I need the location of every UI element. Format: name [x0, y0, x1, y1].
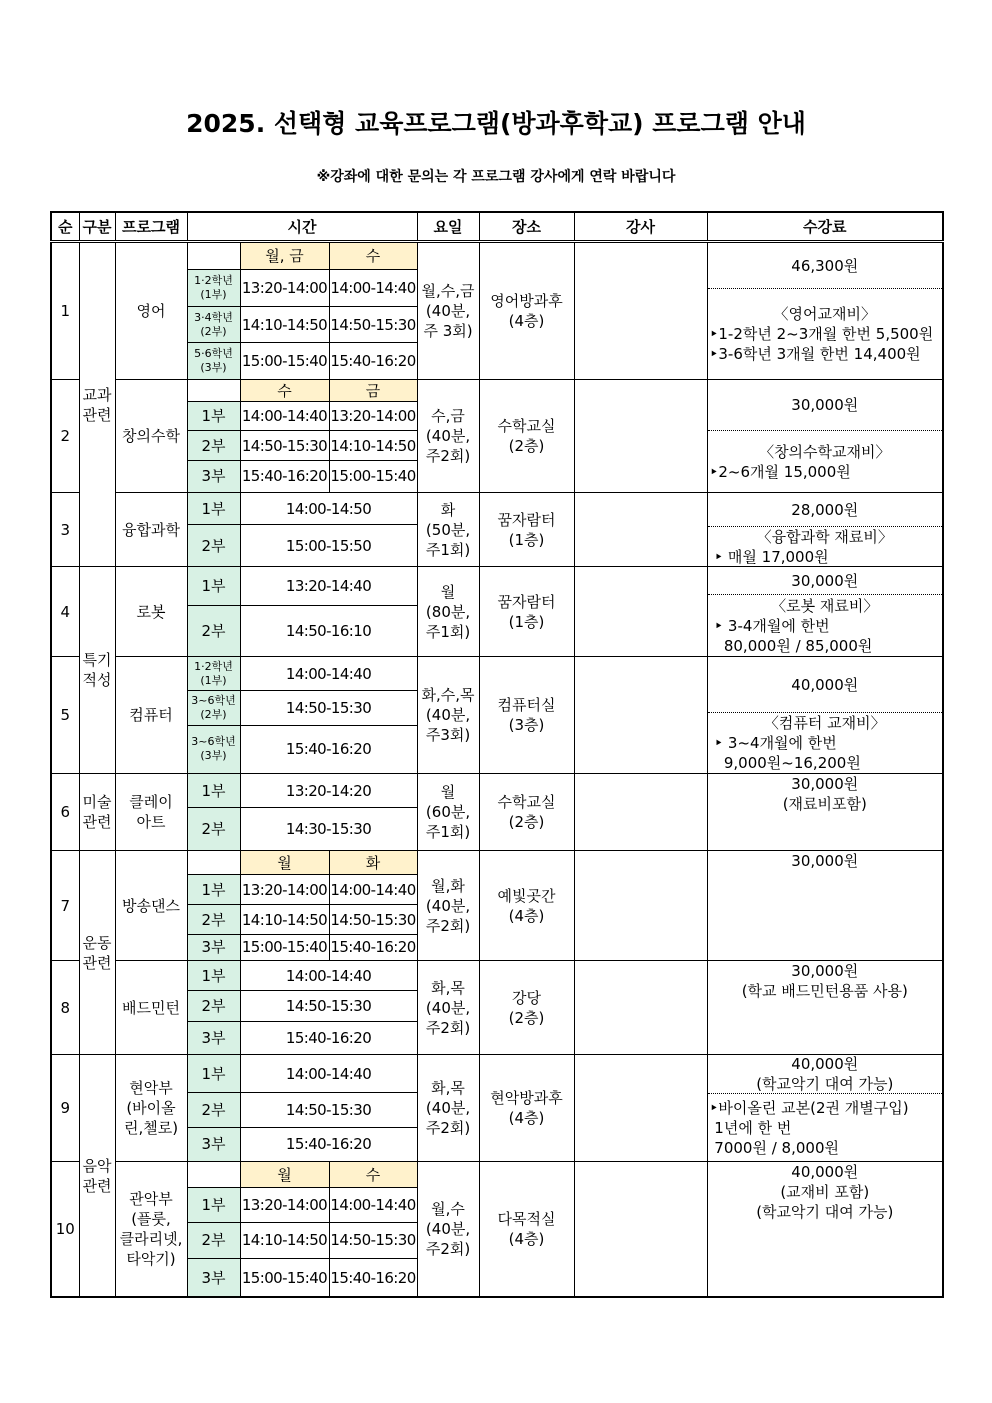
- day-header: 금: [329, 380, 417, 402]
- program-table: [50, 211, 944, 1298]
- fee-detail-title: 〈컴퓨터 교재비〉: [763, 714, 886, 732]
- session-label: 2부: [187, 431, 240, 460]
- program-fee: 30,000원 (재료비포함): [707, 774, 943, 851]
- program-place: 꿈자람터 (1층): [479, 493, 574, 567]
- session-time: 15:40-16:20: [240, 1127, 417, 1161]
- session-time: 14:50-15:30: [240, 431, 329, 460]
- session-label: 1부: [187, 961, 240, 991]
- fee-detail-line: ‣바이올린 교본(2권 개별구입): [709, 1098, 909, 1117]
- session-time: 14:10-14:50: [240, 905, 329, 934]
- day-header: 월: [240, 1162, 329, 1188]
- session-time: 14:10-14:50: [329, 431, 417, 460]
- session-label: 1부: [187, 493, 240, 525]
- fee-amount: 40,000원 (학교악기 대여 가능): [708, 1055, 943, 1094]
- program-instructor: [574, 1162, 707, 1298]
- program-instructor: [574, 851, 707, 961]
- session-label: 2부: [187, 606, 240, 657]
- session-time: 15:40-16:20: [240, 460, 329, 492]
- session-time: 13:20-14:20: [240, 774, 417, 808]
- fee-detail-title: 〈영어교재비〉: [773, 305, 876, 323]
- session-label: 1부: [187, 402, 240, 431]
- program-name: 컴퓨터: [115, 657, 187, 774]
- program-fee: [707, 1055, 943, 1162]
- program-days: 수,금 (40분, 주2회): [417, 380, 479, 493]
- session-time: 14:50-15:30: [240, 691, 417, 725]
- program-fee: 30,000원: [707, 851, 943, 961]
- session-label: 2부: [187, 1093, 240, 1127]
- session-label: 3부: [187, 1259, 240, 1297]
- fee-amount: 30,000원: [708, 567, 943, 595]
- fee-detail-line: ‣3-6학년 3개월 한번 14,400원: [709, 345, 921, 363]
- program-number: 3: [51, 493, 79, 567]
- session-label: 3~6학년 (3부): [187, 725, 240, 773]
- program-number: 7: [51, 851, 79, 961]
- fee-detail-line: ‣1-2학년 2~3개월 한번 5,500원: [709, 325, 934, 343]
- program-number: 8: [51, 961, 79, 1055]
- day-header: 수: [240, 380, 329, 402]
- session-time: 14:00-14:40: [240, 657, 417, 691]
- session-time: 13:20-14:00: [329, 402, 417, 431]
- program-instructor: [574, 774, 707, 851]
- program-number: 1: [51, 242, 79, 380]
- program-place: 다목적실 (4층): [479, 1162, 574, 1298]
- session-label: 3부: [187, 1021, 240, 1054]
- session-label: 5·6학년 (3부): [187, 343, 240, 380]
- header-fee: 수강료: [707, 212, 943, 242]
- fee-detail: [708, 713, 943, 773]
- session-time: 14:00-14:40: [240, 1055, 417, 1093]
- category-label: 운동 관련: [79, 851, 115, 1055]
- program-instructor: [574, 961, 707, 1055]
- fee-detail-line: 80,000원 / 85,000원: [709, 636, 873, 655]
- session-time: 14:00-14:40: [240, 402, 329, 431]
- table-row: [51, 242, 943, 270]
- program-name: 융합과학: [115, 493, 187, 567]
- fee-amount: 28,000원: [708, 493, 943, 527]
- fee-amount: 40,000원: [708, 657, 943, 713]
- program-fee: [707, 657, 943, 774]
- session-time: 15:40-16:20: [329, 1259, 417, 1297]
- fee-detail-line: ‣ 매월 17,000원: [709, 548, 829, 566]
- session-header-blank: [187, 1162, 240, 1188]
- program-instructor: [574, 242, 707, 380]
- table-row: [51, 851, 943, 875]
- session-time: 14:30-15:30: [240, 808, 417, 851]
- program-name: 클레이 아트: [115, 774, 187, 851]
- session-header-blank: [187, 380, 240, 402]
- session-time: 15:40-16:20: [329, 934, 417, 960]
- header-program: 프로그램: [115, 212, 187, 242]
- session-time: 15:00-15:50: [240, 525, 417, 567]
- session-label: 2부: [187, 808, 240, 851]
- session-label: 1부: [187, 567, 240, 606]
- program-place: 수학교실 (2층): [479, 774, 574, 851]
- session-time: 15:00-15:40: [240, 1259, 329, 1297]
- header-days: 요일: [417, 212, 479, 242]
- program-fee: [707, 380, 943, 493]
- program-name: 창의수학: [115, 380, 187, 493]
- fee-detail-line: ‣ 3-4개월에 한번: [709, 616, 830, 635]
- session-time: 15:00-15:40: [240, 934, 329, 960]
- table-row: [51, 774, 943, 808]
- program-name: 영어: [115, 242, 187, 380]
- page-title: 2025. 선택형 교육프로그램(방과후학교) 프로그램 안내: [186, 109, 806, 138]
- program-number: 2: [51, 380, 79, 493]
- session-time: 13:20-14:40: [240, 567, 417, 606]
- session-time: 14:00-14:40: [329, 875, 417, 905]
- category-label: 미술 관련: [79, 774, 115, 851]
- session-label: 1·2학년 (1부): [187, 270, 240, 307]
- fee-detail-line: 1년에 한 번: [709, 1118, 792, 1137]
- program-fee: 40,000원 (교재비 포함) (학교악기 대여 가능): [707, 1162, 943, 1298]
- session-time: 13:20-14:00: [240, 270, 329, 307]
- program-number: 10: [51, 1162, 79, 1298]
- session-label: 2부: [187, 991, 240, 1021]
- program-number: 4: [51, 567, 79, 657]
- session-time: 14:00-14:50: [240, 493, 417, 525]
- session-label: 3·4학년 (2부): [187, 306, 240, 343]
- program-instructor: [574, 567, 707, 657]
- program-name: 로봇: [115, 567, 187, 657]
- fee-detail-line: ‣ 3~4개월에 한번: [709, 734, 837, 752]
- program-days: 화,수,목 (40분, 주3회): [417, 657, 479, 774]
- fee-detail-title: 〈융합과학 재료비〉: [756, 528, 893, 546]
- program-instructor: [574, 1055, 707, 1162]
- program-days: 월 (80분, 주1회): [417, 567, 479, 657]
- header-place: 장소: [479, 212, 574, 242]
- session-time: 14:10-14:50: [240, 1222, 329, 1258]
- fee-detail-line: ‣2~6개월 15,000원: [709, 462, 851, 481]
- fee-detail: [708, 527, 943, 567]
- header-category: 구분: [79, 212, 115, 242]
- program-number: 9: [51, 1055, 79, 1162]
- program-name: 배드민턴: [115, 961, 187, 1055]
- session-time: 15:00-15:40: [329, 460, 417, 492]
- session-time: 14:00-14:40: [240, 961, 417, 991]
- program-days: 화,목 (40분, 주2회): [417, 961, 479, 1055]
- session-label: 1부: [187, 875, 240, 905]
- table-row: [51, 657, 943, 691]
- session-label: 1부: [187, 774, 240, 808]
- session-time: 14:50-15:30: [240, 991, 417, 1021]
- session-time: 14:00-14:40: [329, 270, 417, 307]
- session-time: 14:10-14:50: [240, 306, 329, 343]
- program-name: 관악부 (플룻, 클라리넷, 타악기): [115, 1162, 187, 1298]
- fee-detail: [708, 431, 943, 492]
- fee-detail-title: 〈창의수학교재비〉: [759, 442, 891, 461]
- program-place: 꿈자람터 (1층): [479, 567, 574, 657]
- session-time: 14:50-15:30: [240, 1093, 417, 1127]
- program-number: 5: [51, 657, 79, 774]
- program-number: 6: [51, 774, 79, 851]
- table-row: [51, 380, 943, 402]
- session-time: 14:50-15:30: [329, 905, 417, 934]
- program-place: 컴퓨터실 (3층): [479, 657, 574, 774]
- program-place: 영어방과후 (4층): [479, 242, 574, 380]
- table-row: [51, 493, 943, 525]
- session-label: 3부: [187, 460, 240, 492]
- header-instructor: 강사: [574, 212, 707, 242]
- program-days: 월,수 (40분, 주2회): [417, 1162, 479, 1298]
- fee-amount: 46,300원: [708, 243, 943, 289]
- fee-detail: [708, 289, 943, 379]
- session-label: 1부: [187, 1188, 240, 1222]
- program-instructor: [574, 380, 707, 493]
- day-header: 화: [329, 851, 417, 875]
- program-fee: [707, 242, 943, 380]
- header-time: 시간: [187, 212, 417, 242]
- fee-detail-line: 7000원 / 8,000원: [709, 1138, 839, 1157]
- session-time: 14:50-15:30: [329, 1222, 417, 1258]
- program-days: 월 (60분, 주1회): [417, 774, 479, 851]
- fee-detail-title: 〈로봇 재료비〉: [771, 596, 879, 615]
- session-label: 2부: [187, 905, 240, 934]
- day-header: 수: [329, 242, 417, 270]
- session-time: 13:20-14:00: [240, 1188, 329, 1222]
- program-fee: [707, 493, 943, 567]
- session-time: 14:00-14:40: [329, 1188, 417, 1222]
- session-label: 3부: [187, 934, 240, 960]
- session-header-blank: [187, 242, 240, 270]
- program-days: 화 (50분, 주1회): [417, 493, 479, 567]
- fee-detail-line: 9,000원~16,200원: [709, 754, 861, 772]
- program-days: 화,목 (40분, 주2회): [417, 1055, 479, 1162]
- session-label: 3~6학년 (2부): [187, 691, 240, 725]
- header-no: 순: [51, 212, 79, 242]
- program-place: 수학교실 (2층): [479, 380, 574, 493]
- session-time: 13:20-14:00: [240, 875, 329, 905]
- session-time: 15:40-16:20: [240, 725, 417, 773]
- day-header: 월, 금: [240, 242, 329, 270]
- day-header: 수: [329, 1162, 417, 1188]
- session-time: 15:00-15:40: [240, 343, 329, 380]
- session-label: 1·2학년 (1부): [187, 657, 240, 691]
- program-instructor: [574, 493, 707, 567]
- fee-detail: [708, 595, 943, 656]
- category-label: 특기 적성: [79, 567, 115, 774]
- session-header-blank: [187, 851, 240, 875]
- fee-amount: 30,000원: [708, 380, 943, 431]
- table-row: [51, 567, 943, 606]
- session-label: 1부: [187, 1055, 240, 1093]
- program-place: 강당 (2층): [479, 961, 574, 1055]
- program-days: 월,화 (40분, 주2회): [417, 851, 479, 961]
- fee-detail: [708, 1094, 943, 1161]
- program-name: 현악부 (바이올 린,첼로): [115, 1055, 187, 1162]
- session-time: 15:40-16:20: [240, 1021, 417, 1054]
- session-label: 2부: [187, 525, 240, 567]
- table-row: [51, 961, 943, 991]
- session-label: 3부: [187, 1127, 240, 1161]
- day-header: 월: [240, 851, 329, 875]
- table-header: [51, 212, 943, 242]
- program-name: 방송댄스: [115, 851, 187, 961]
- category-label: 음악 관련: [79, 1055, 115, 1298]
- program-days: 월,수,금 (40분, 주 3회): [417, 242, 479, 380]
- session-time: 14:50-15:30: [329, 306, 417, 343]
- page-subtitle: ※강좌에 대한 문의는 각 프로그램 강사에게 연락 바랍니다: [316, 169, 676, 185]
- program-instructor: [574, 657, 707, 774]
- program-place: 현악방과후 (4층): [479, 1055, 574, 1162]
- table-row: [51, 1055, 943, 1093]
- program-fee: [707, 567, 943, 657]
- session-label: 2부: [187, 1222, 240, 1258]
- table-row: [51, 1162, 943, 1188]
- session-time: 14:50-16:10: [240, 606, 417, 657]
- category-label: 교과 관련: [79, 242, 115, 567]
- program-fee: 30,000원 (학교 배드민턴용품 사용): [707, 961, 943, 1055]
- program-place: 예빛곳간 (4층): [479, 851, 574, 961]
- session-time: 15:40-16:20: [329, 343, 417, 380]
